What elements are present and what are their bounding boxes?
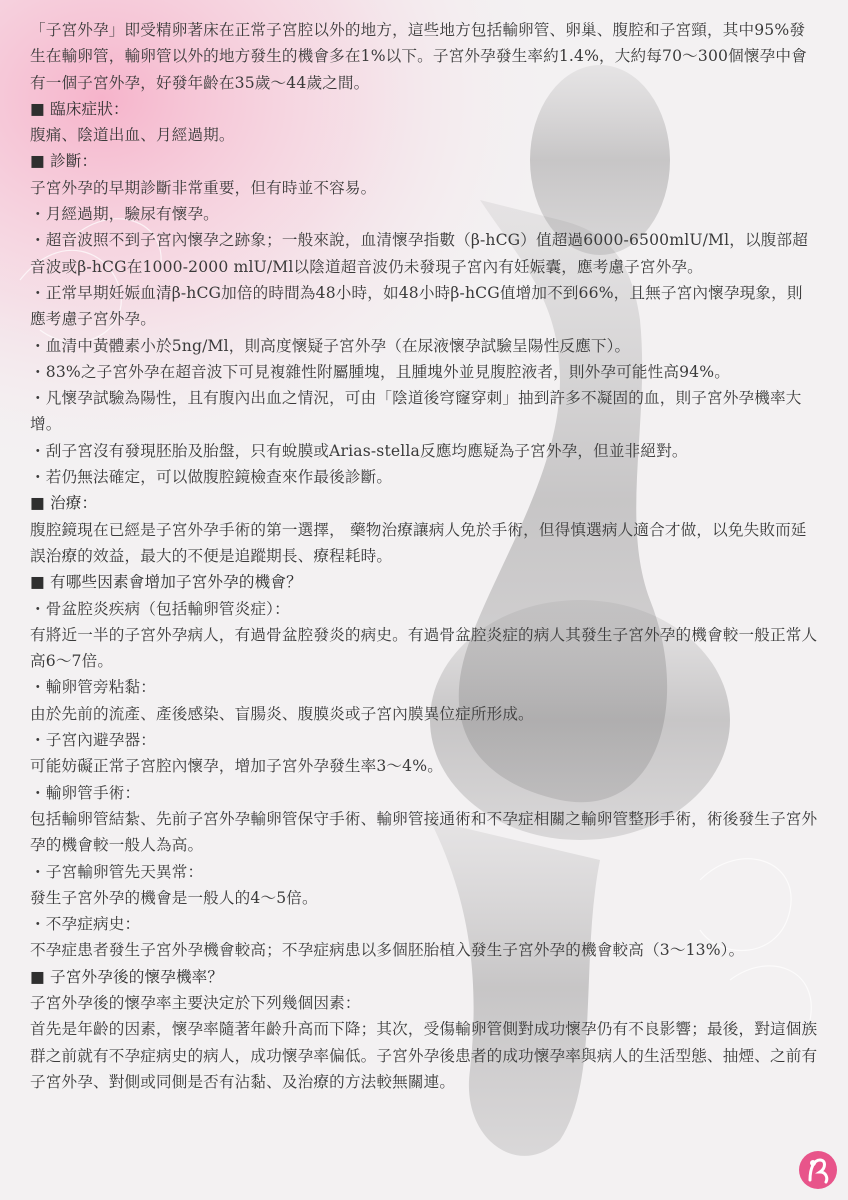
diagnosis-item: ・超音波照不到子宮內懷孕之跡象；一般來說，血清懷孕指數（β-hCG）值超過6000-6500mlU/Ml，以腹部超音波或β-hCG在1000-2000 mlU/Ml以陰道超音波仍未發現子宮內有妊娠囊，應考慮子宮外孕。 — [30, 231, 808, 276]
diagnosis-item: ・血清中黃體素小於5ng/Ml，則高度懷疑子宮外孕（在尿液懷孕試驗呈陽性反應下）。 — [30, 336, 631, 355]
risk-factor-text: 發生子宮外孕的機會是一般人的4～5倍。 — [30, 888, 318, 907]
risk-factor-title: ・不孕症病史： — [30, 915, 141, 934]
diagnosis-item: ・月經過期，驗尿有懷孕。 — [30, 205, 219, 224]
section-heading-risk-factors: ■ 有哪些因素會增加子宮外孕的機會？ — [30, 573, 302, 592]
clinic-logo-icon — [796, 1148, 840, 1192]
risk-factor-text: 由於先前的流產、產後感染、盲腸炎、腹膜炎或子宮內膜異位症所形成。 — [30, 704, 534, 723]
section-heading-treatment: ■ 治療： — [30, 494, 98, 513]
risk-factor-text: 有將近一半的子宮外孕病人，有過骨盆腔發炎的病史。有過骨盆腔炎症的病人其發生子宮外孕的機會較一般正常人高6～7倍。 — [30, 625, 818, 671]
diagnosis-intro: 子宮外孕的早期診斷非常重要，但有時並不容易。 — [30, 178, 377, 197]
risk-factor-title: ・子宮內避孕器： — [30, 731, 156, 750]
pregnancy-rate-intro: 子宮外孕後的懷孕率主要決定於下列幾個因素： — [30, 993, 361, 1012]
diagnosis-item: ・83%之子宮外孕在超音波下可見複雜性附屬腫塊，且腫塊外並見腹腔液者，則外孕可能性高94%。 — [30, 362, 730, 381]
risk-factor-text: 不孕症患者發生子宮外孕機會較高；不孕症病患以多個胚胎植入發生子宮外孕的機會較高（3～13%）。 — [30, 941, 745, 960]
risk-factor-title: ・骨盆腔炎疾病（包括輸卵管炎症）： — [30, 599, 290, 618]
treatment-text: 腹腔鏡現在已經是子宮外孕手術的第一選擇， 藥物治療讓病人免於手術，但得慎選病人適合才做，以免失敗而延誤治療的效益，最大的不便是追蹤期長、療程耗時。 — [30, 520, 807, 565]
section-heading-diagnosis: ■ 診斷： — [30, 152, 98, 171]
risk-factor-title: ・子宮輸卵管先天異常： — [30, 862, 204, 881]
risk-factor-title: ・輸卵管手術： — [30, 783, 141, 802]
risk-factor-text: 可能妨礙正常子宮腔內懷孕，增加子宮外孕發生率3～4%。 — [30, 757, 443, 776]
risk-factor-title: ・輸卵管旁粘黏： — [30, 678, 156, 697]
diagnosis-item: ・若仍無法確定，可以做腹腔鏡檢查來作最後診斷。 — [30, 468, 393, 487]
pregnancy-rate-text: 首先是年齡的因素，懷孕率隨著年齡升高而下降；其次，受傷輸卵管側對成功懷孕仍有不良影響；最後，對這個族群之前就有不孕症病史的病人，成功懷孕率偏低。子宮外孕後患者的成功懷孕率與病人的生活型態、抽煙、之前有子宮外孕、對側或同側是否有沾黏、及治療的方法較無關連。 — [30, 1020, 818, 1091]
intro-paragraph: 「子宮外孕」即受精卵著床在正常子宮腔以外的地方，這些地方包括輸卵管、卵巢、腹腔和子宮頸，其中95%發生在輸卵管，輸卵管以外的地方發生的機會多在1%以下。子宮外孕發生率約1.4%，大約每70～300個懷孕中會有一個子宮外孕，好發年齡在35歲～44歲之間。 — [30, 21, 807, 92]
diagnosis-item: ・凡懷孕試驗為陽性，且有腹內出血之情況，可由「陰道後穹窿穿刺」抽到許多不凝固的血，則子宮外孕機率大增。 — [30, 389, 802, 434]
diagnosis-item: ・正常早期妊娠血清β-hCG加倍的時間為48小時，如48小時β-hCG值增加不到66%，且無子宮內懷孕現象，則應考慮子宮外孕。 — [30, 283, 803, 329]
symptoms-text: 腹痛、陰道出血、月經過期。 — [30, 126, 235, 145]
risk-factor-text: 包括輸卵管結紮、先前子宮外孕輸卵管保守手術、輸卵管接通術和不孕症相關之輸卵管整形手術，術後發生子宮外孕的機會較一般人為高。 — [30, 809, 818, 855]
article-body — [30, 17, 818, 1095]
section-heading-pregnancy-rate: ■ 子宮外孕後的懷孕機率？ — [30, 967, 224, 986]
diagnosis-item: ・刮子宮沒有發現胚胎及胎盤，只有蛻膜或Arias-stella反應均應疑為子宮外孕，但並非絕對。 — [30, 441, 688, 460]
section-heading-symptoms: ■ 臨床症狀： — [30, 99, 129, 118]
